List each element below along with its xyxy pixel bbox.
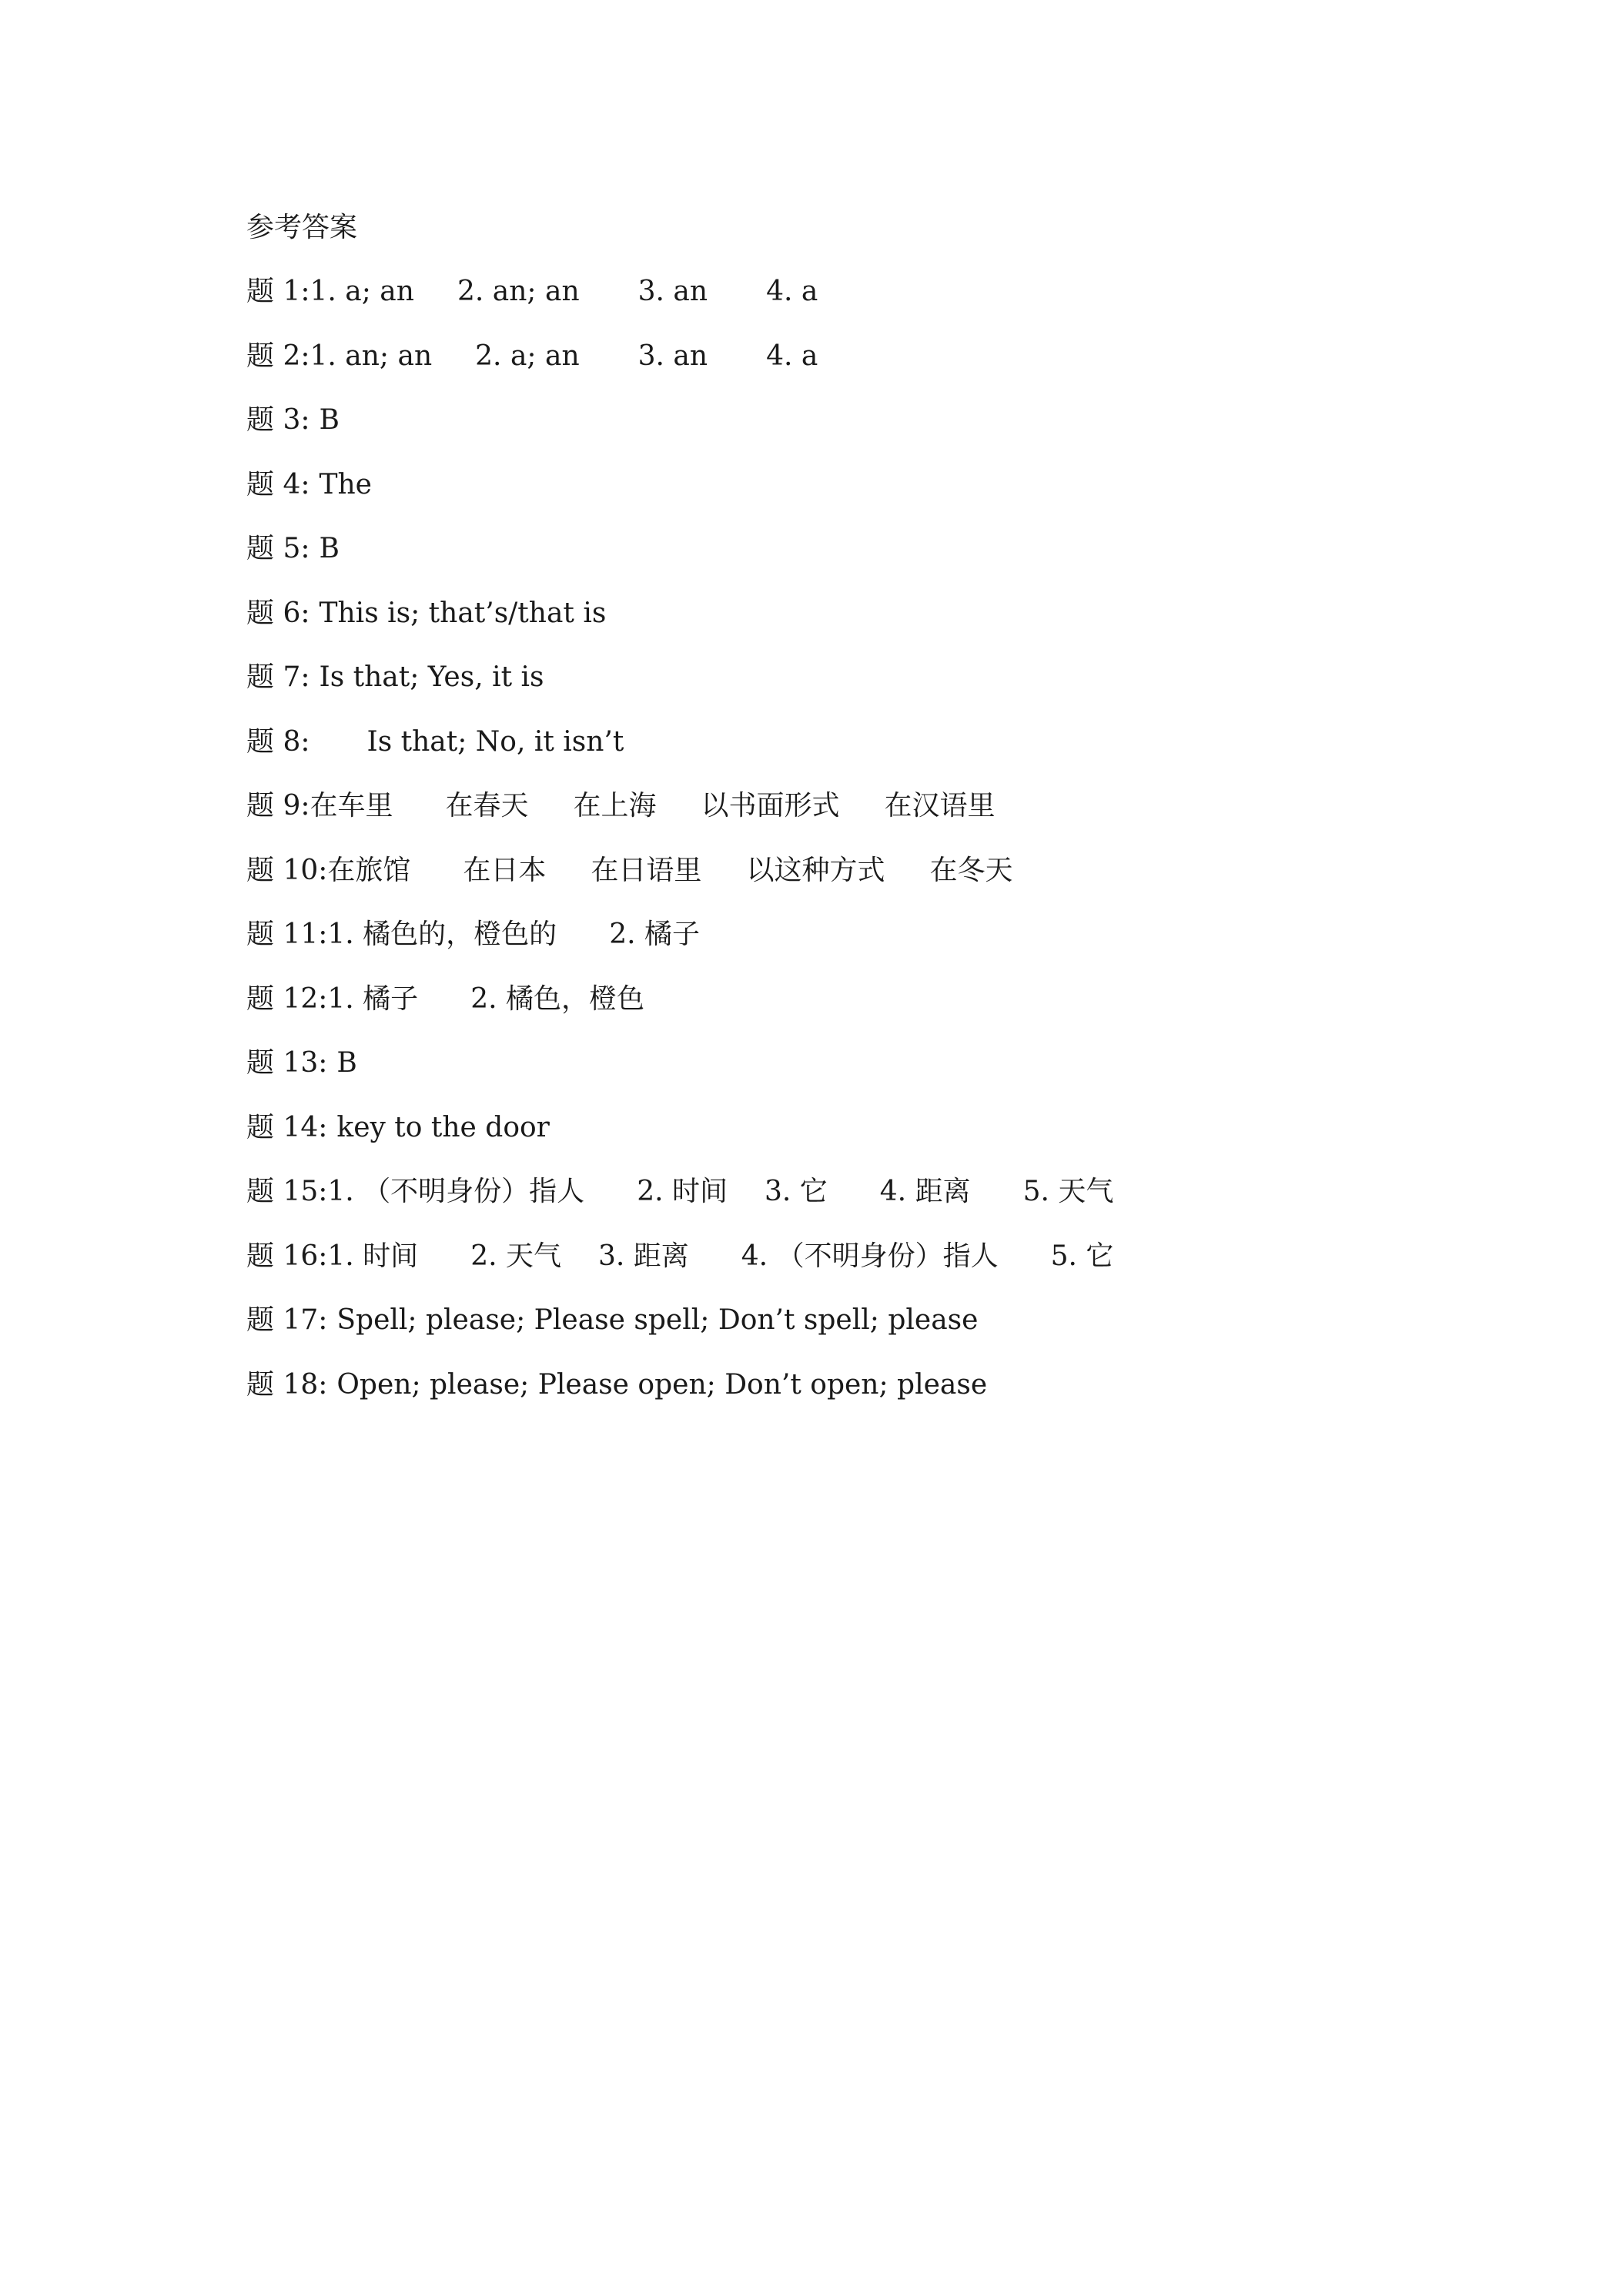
- question-label: 题 2:: [246, 340, 310, 372]
- page-title: 参考答案: [246, 212, 358, 243]
- answer-part: 以这种方式: [746, 854, 885, 886]
- question-label: 题 17:: [246, 1304, 328, 1336]
- question-label: 题 3:: [246, 404, 310, 436]
- answer-part: 1. 橘色的，橙色的: [327, 919, 557, 950]
- question-label: 题 12:: [246, 982, 328, 1015]
- answer-row-16: [246, 1238, 1113, 1303]
- answer-row-9: [246, 788, 1113, 852]
- answer-part: 3. an: [637, 276, 708, 307]
- answer-part: 在旅馆: [327, 854, 411, 886]
- question-label: 题 13:: [246, 1047, 328, 1079]
- answer-part: 以书面形式: [701, 790, 840, 822]
- answer-part: 4. a: [766, 340, 818, 372]
- answer-row-17: [246, 1302, 1113, 1367]
- question-label: 题 14:: [246, 1111, 328, 1143]
- answer-part: B: [319, 533, 340, 564]
- answer-row-14: [246, 1110, 1113, 1174]
- question-label: 题 4:: [246, 468, 310, 500]
- answer-part: The: [319, 468, 372, 500]
- question-label: 题 5:: [246, 533, 310, 564]
- answer-row-15: [246, 1173, 1113, 1238]
- answer-part: Spell; please; Please spell; Don’t spell; please: [336, 1304, 979, 1336]
- answer-part: 2. 橘色，橙色: [470, 982, 644, 1015]
- answer-part: 在车里: [310, 790, 393, 822]
- answer-part: Is that; No, it isn’t: [366, 725, 624, 758]
- answer-part: 2. a; an: [475, 340, 580, 372]
- answer-part: 1. 橘子: [327, 982, 419, 1015]
- answer-part: 在汉语里: [884, 790, 996, 822]
- answer-part: B: [336, 1047, 357, 1079]
- answer-part: B: [319, 404, 340, 436]
- answer-part: 5. 天气: [1022, 1176, 1114, 1207]
- answer-row-10: [246, 852, 1113, 917]
- answer-part: 2. 时间: [637, 1176, 728, 1207]
- question-label: 题 16:: [246, 1240, 328, 1272]
- answer-part: 1. （不明身份）指人: [327, 1176, 585, 1207]
- answer-part: 2. 橘子: [609, 919, 700, 950]
- answer-part: 1. a; an: [310, 276, 414, 307]
- answer-part: 在日本: [463, 854, 547, 886]
- question-label: 题 8:: [246, 725, 310, 758]
- answer-part: key to the door: [336, 1111, 550, 1143]
- answer-row-6: [246, 595, 1113, 660]
- question-label: 题 7:: [246, 661, 310, 693]
- answer-row-3: [246, 402, 1113, 467]
- answer-row-5: [246, 530, 1113, 595]
- answer-part: 在日语里: [591, 854, 702, 886]
- answer-part: 3. an: [637, 340, 708, 372]
- answer-part: 2. an; an: [457, 276, 580, 307]
- answer-part: 4. （不明身份）指人: [741, 1240, 999, 1272]
- answer-row-1: [246, 273, 1113, 338]
- answer-row-13: [246, 1045, 1113, 1110]
- answer-list: [246, 273, 1113, 1431]
- answer-row-4: [246, 467, 1113, 531]
- answer-part: 4. a: [766, 276, 818, 307]
- question-label: 题 1:: [246, 276, 310, 307]
- question-label: 题 10:: [246, 854, 328, 886]
- answer-part: Open; please; Please open; Don’t open; please: [336, 1368, 988, 1401]
- answer-row-18: [246, 1367, 1113, 1431]
- question-label: 题 15:: [246, 1176, 328, 1207]
- question-label: 题 9:: [246, 790, 310, 822]
- answer-row-7: [246, 659, 1113, 724]
- answer-part: 在上海: [573, 790, 657, 822]
- answer-part: 5. 它: [1050, 1240, 1114, 1272]
- answer-row-8: [246, 724, 1113, 788]
- answer-row-12: [246, 981, 1113, 1046]
- answer-part: 1. an; an: [310, 340, 433, 372]
- question-label: 题 18:: [246, 1368, 328, 1401]
- answer-part: 4. 距离: [879, 1176, 971, 1207]
- answer-part: Is that; Yes, it is: [319, 661, 544, 693]
- answer-row-2: [246, 338, 1113, 403]
- answer-part: 在春天: [445, 790, 529, 822]
- answer-part: 在冬天: [929, 854, 1013, 886]
- answer-row-11: [246, 916, 1113, 981]
- answer-part: 3. 距离: [597, 1240, 689, 1272]
- question-label: 题 6:: [246, 597, 310, 629]
- answer-part: 3. 它: [764, 1176, 828, 1207]
- answer-part: 2. 天气: [470, 1240, 561, 1272]
- question-label: 题 11:: [246, 919, 328, 950]
- answer-part: 1. 时间: [327, 1240, 419, 1272]
- answer-part: This is; that’s/that is: [319, 597, 607, 629]
